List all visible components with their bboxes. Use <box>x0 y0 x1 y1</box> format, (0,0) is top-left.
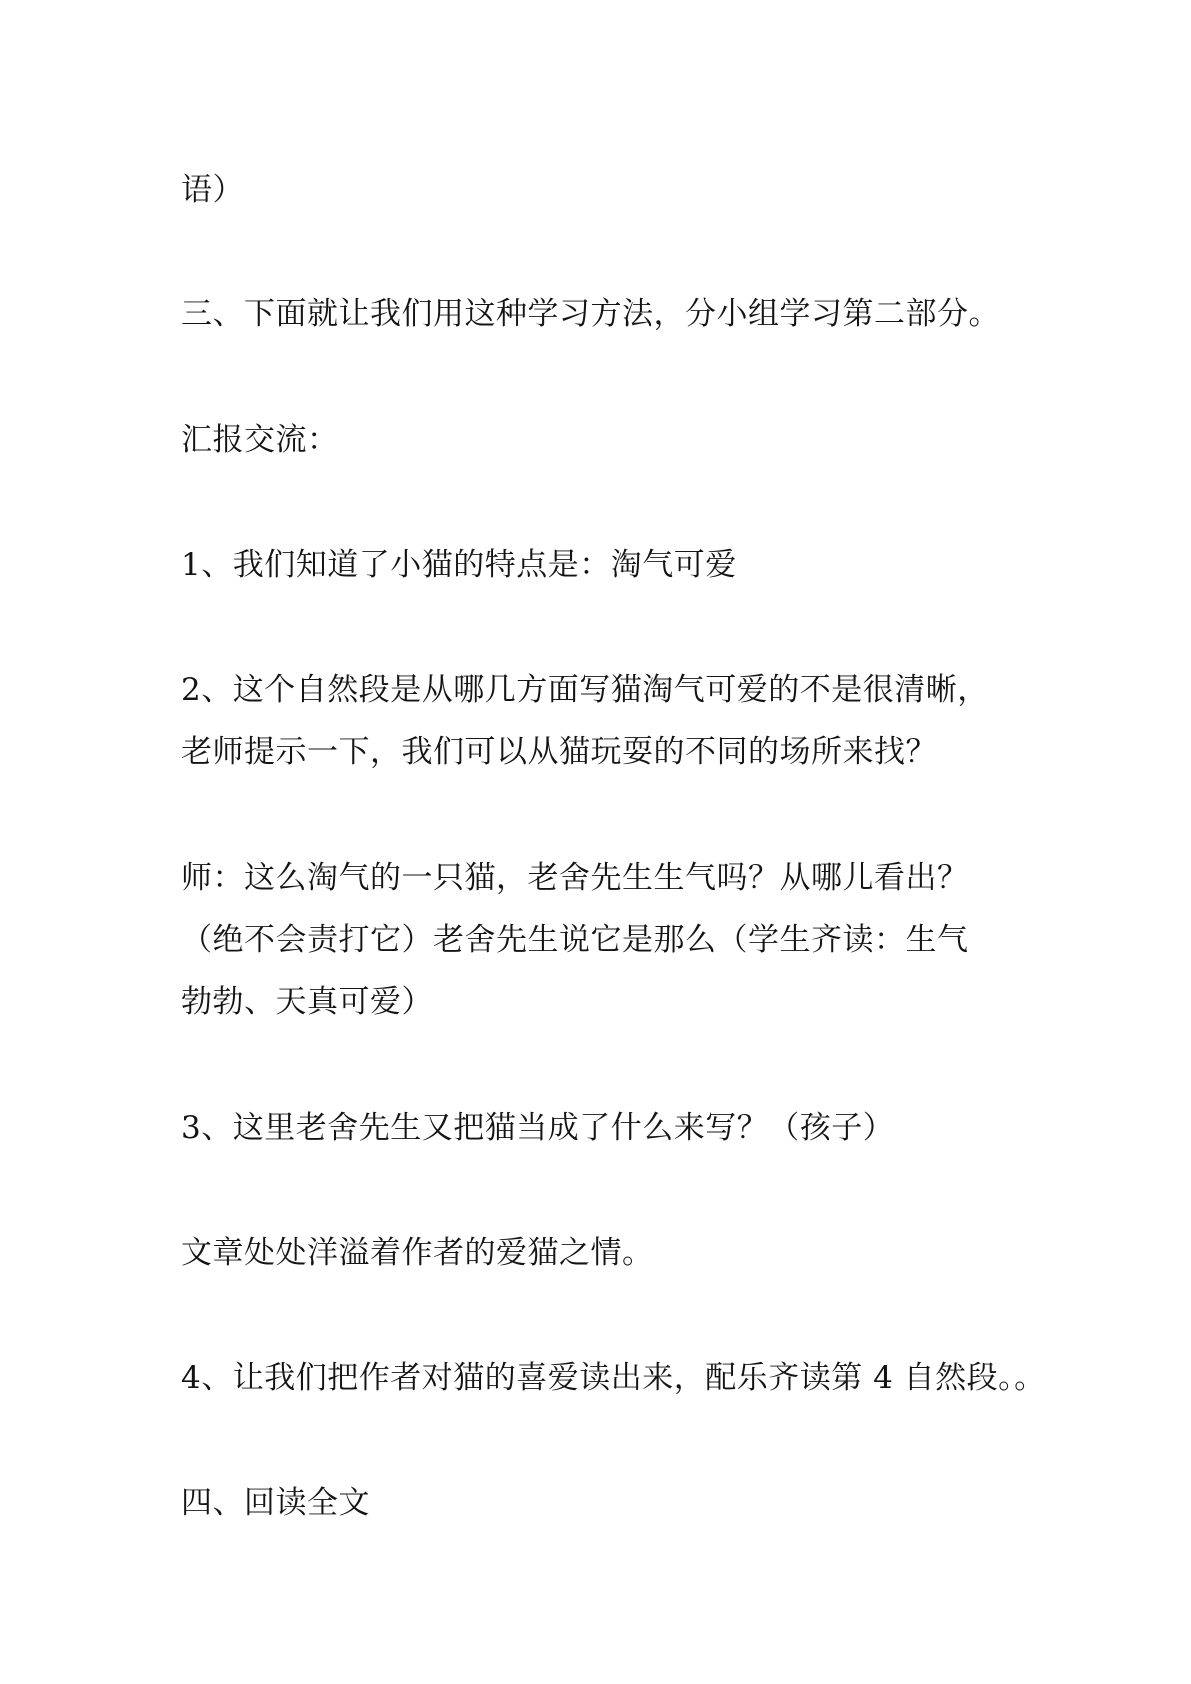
point-four: 4、让我们把作者对猫的喜爱读出来，配乐齐读第 4 自然段。。 <box>181 1360 1046 1396</box>
teacher-line-3: 勃勃、天真可爱） <box>181 984 433 1020</box>
summary-line: 文章处处洋溢着作者的爱猫之情。 <box>181 1235 654 1271</box>
teacher-line-1: 师：这么淘气的一只猫，老舍先生生气吗？从哪儿看出？ <box>181 860 969 896</box>
point-three: 3、这里老舍先生又把猫当成了什么来写？（孩子） <box>181 1110 895 1146</box>
report-exchange-label: 汇报交流： <box>181 422 339 458</box>
text-line-continuation: 语） <box>181 172 244 208</box>
section-three-heading: 三、下面就让我们用这种学习方法，分小组学习第二部分。 <box>181 296 1000 332</box>
point-two-line-1: 2、这个自然段是从哪几方面写猫淘气可爱的不是很清晰， <box>181 672 989 708</box>
section-four-heading: 四、回读全文 <box>181 1485 370 1521</box>
point-two-line-2: 老师提示一下，我们可以从猫玩耍的不同的场所来找？ <box>181 734 937 770</box>
teacher-line-2: （绝不会责打它）老舍先生说它是那么（学生齐读：生气 <box>181 922 969 958</box>
point-one: 1、我们知道了小猫的特点是：淘气可爱 <box>181 547 737 583</box>
